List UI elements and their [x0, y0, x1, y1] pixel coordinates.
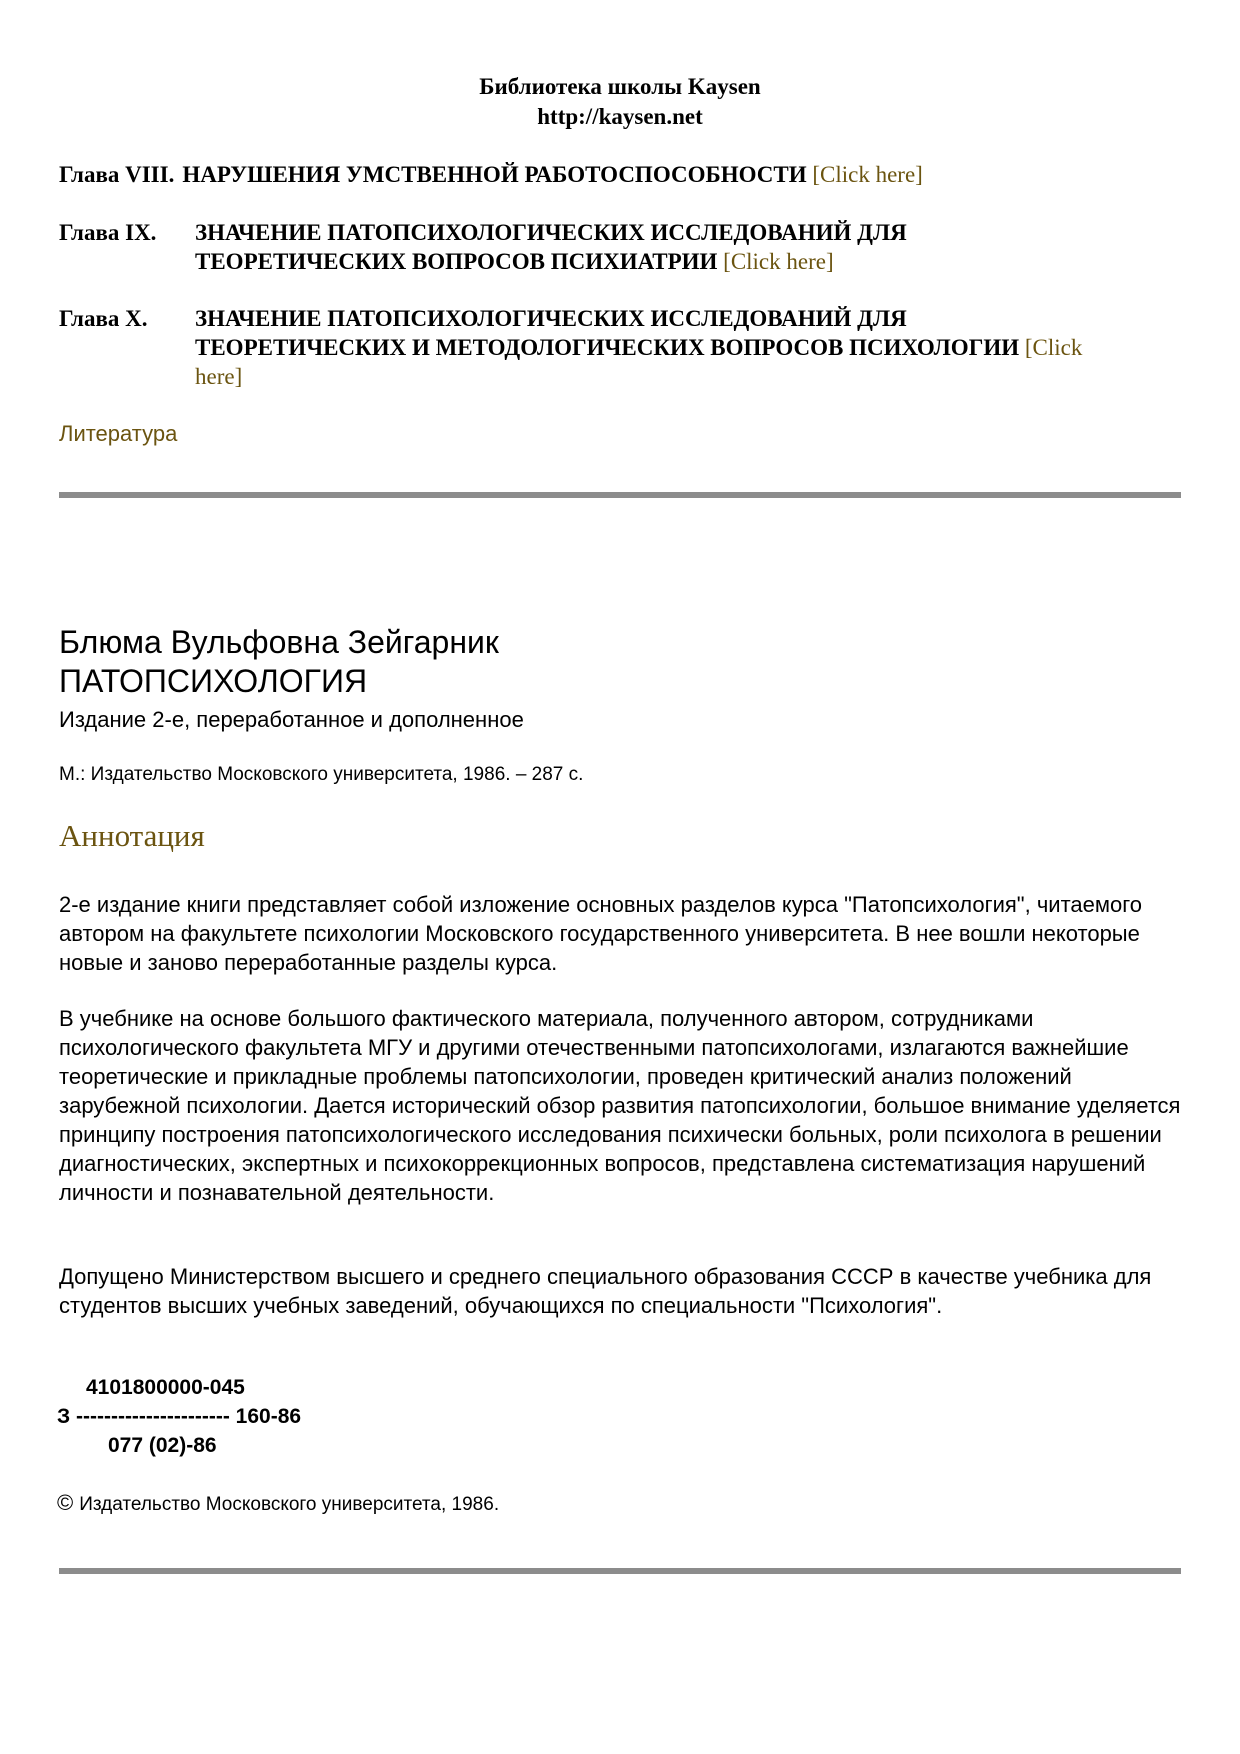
book-title: ПАТОПСИХОЛОГИЯ	[59, 663, 368, 699]
copyright-icon: ©	[57, 1490, 74, 1515]
chapter-title-line1: ЗНАЧЕНИЕ ПАТОПСИХОЛОГИЧЕСКИХ ИССЛЕДОВАНИЙ ДЛЯ	[195, 220, 907, 245]
chapter-8-link[interactable]: [Click here]	[812, 162, 923, 187]
book-edition: Издание 2-е, переработанное и дополненное	[59, 707, 524, 732]
annotation-paragraph-1: 2-е издание книги представляет собой изложение основных разделов курса "Патопсихология", читаемого автором на факультете психологии Московского государственного университета. В нее вошли некоторые новые и заново переработанные разделы курса.	[59, 892, 1143, 975]
book-imprint: М.: Издательство Московского университета, 1986. – 287 с.	[59, 764, 584, 785]
chapter-9	[59, 218, 1189, 276]
library-url: http://kaysen.net	[537, 104, 703, 129]
chapter-number: Глава IX.	[59, 220, 157, 245]
chapter-8	[59, 160, 1189, 189]
copyright-notice	[57, 1490, 499, 1516]
literature-link[interactable]: Литература	[59, 421, 178, 446]
library-name: Библиотека школы Kaysen	[479, 74, 761, 99]
chapter-title-line2: ТЕОРЕТИЧЕСКИХ И МЕТОДОЛОГИЧЕСКИХ ВОПРОСОВ ПСИХОЛОГИИ	[195, 335, 1020, 360]
catalog-code-line-3: 077 (02)-86	[108, 1434, 217, 1457]
chapter-title-line2: ТЕОРЕТИЧЕСКИХ ВОПРОСОВ ПСИХИАТРИИ	[195, 249, 718, 274]
chapter-10-link-continued[interactable]: here]	[195, 364, 243, 389]
chapter-number: Глава VIII.	[59, 162, 175, 187]
copyright-text: Издательство Московского университета, 1986.	[79, 1494, 500, 1515]
annotation-heading: Аннотация	[59, 818, 205, 853]
divider	[59, 1568, 1181, 1574]
library-header	[0, 72, 1240, 132]
chapter-10	[59, 304, 1189, 391]
catalog-code-line-1: 4101800000-045	[86, 1376, 245, 1399]
chapter-number: Глава X.	[59, 306, 148, 331]
chapter-title-line1: ЗНАЧЕНИЕ ПАТОПСИХОЛОГИЧЕСКИХ ИССЛЕДОВАНИЙ ДЛЯ	[195, 306, 907, 331]
divider	[59, 492, 1181, 498]
annotation-paragraph-2: В учебнике на основе большого фактического материала, полученного автором, сотрудниками психологического факультета МГУ и другими отечественными патопсихологами, излагаются важнейшие теоретические и прикладные проблемы патопсихологии, проведен критический анализ положений зарубежной психологии. Дается исторический обзор развития патопсихологии, большое внимание уделяется принципу построения патопсихологического исследования психически больных, роли психолога в решении диагностических, экспертных и психокоррекционных вопросов, представлена систематизация нарушений личности и познавательной деятельности.	[59, 1006, 1181, 1205]
catalog-code-line-2: З ---------------------- 160-86	[57, 1405, 302, 1428]
book-author: Блюма Вульфовна Зейгарник	[59, 624, 499, 660]
chapter-10-link[interactable]: [Click	[1024, 335, 1083, 360]
chapter-title: НАРУШЕНИЯ УМСТВЕННОЙ РАБОТОСПОСОБНОСТИ	[182, 162, 807, 187]
annotation-paragraph-3: Допущено Министерством высшего и среднего специального образования СССР в качестве учебника для студентов высших учебных заведений, обучающихся по специальности "Психология".	[59, 1264, 1152, 1318]
chapter-9-link[interactable]: [Click here]	[723, 249, 834, 274]
